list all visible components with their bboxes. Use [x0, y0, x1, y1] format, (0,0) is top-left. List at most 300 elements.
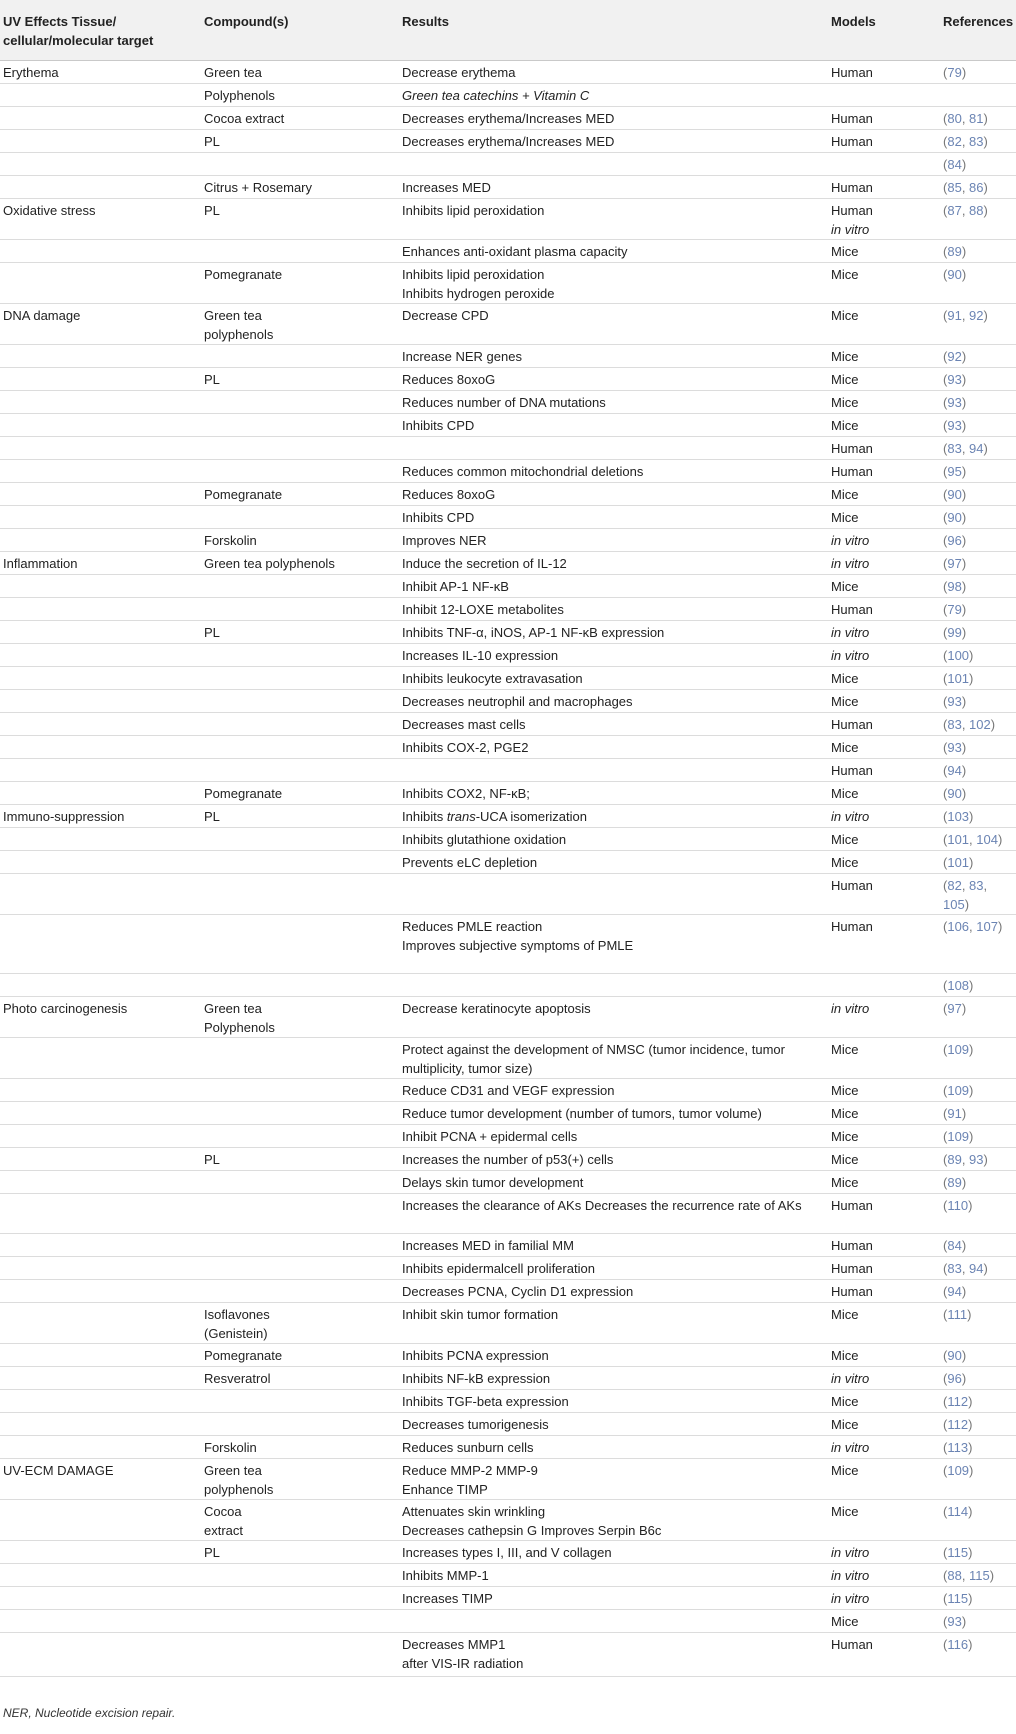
reference-cell — [937, 1586, 1016, 1609]
result-cell — [396, 198, 825, 239]
uv-effect-cell — [0, 175, 198, 198]
reference-paren: ) — [983, 202, 988, 218]
result-text: Decreases mast cells — [402, 716, 526, 732]
table-row — [0, 1078, 1016, 1101]
compound-text: Green tea — [204, 1462, 262, 1478]
reference-paren: ( — [943, 532, 948, 548]
reference-link[interactable]: 109 — [947, 1082, 970, 1098]
compound-cell — [198, 1078, 396, 1101]
result-cell — [396, 914, 825, 973]
reference-link[interactable]: 96 — [947, 1370, 962, 1386]
reference-link[interactable]: 88 — [969, 202, 984, 218]
reference-separator: , — [961, 1567, 970, 1583]
reference-paren: ) — [968, 1439, 973, 1455]
reference-cell — [937, 620, 1016, 643]
compound-cell — [198, 1499, 396, 1540]
reference-link[interactable]: 93 — [947, 417, 962, 433]
reference-link[interactable]: 109 — [947, 1041, 970, 1057]
reference-paren: ) — [997, 831, 1003, 847]
reference-link[interactable]: 101 — [947, 670, 970, 686]
model-cell — [825, 1412, 937, 1435]
result-cell — [396, 666, 825, 689]
model-cell — [825, 712, 937, 735]
model-text: Mice — [831, 394, 859, 410]
reference-paren: ( — [943, 601, 948, 617]
table-row — [0, 551, 1016, 574]
reference-paren: ( — [943, 693, 948, 709]
reference-cell — [937, 914, 1016, 973]
reference-paren: ( — [943, 1567, 948, 1583]
reference-paren: ) — [989, 1567, 995, 1583]
uv-effect-cell — [0, 1124, 198, 1147]
model-text: Mice — [831, 1393, 859, 1409]
reference-link[interactable]: 83 — [969, 133, 984, 149]
reference-link[interactable]: 84 — [947, 156, 962, 172]
reference-link[interactable]: 89 — [947, 1174, 962, 1190]
model-text: Mice — [831, 1613, 859, 1629]
reference-cell — [937, 973, 1016, 996]
uv-effect-text: UV-ECM DAMAGE — [3, 1462, 114, 1478]
reference-link[interactable]: 83 — [947, 716, 962, 732]
model-text: Mice — [831, 1151, 859, 1167]
model-text: Mice — [831, 1306, 859, 1322]
reference-paren: ( — [943, 977, 948, 993]
reference-link[interactable]: 83 — [947, 440, 962, 456]
reference-paren: ) — [983, 440, 988, 456]
reference-link[interactable]: 97 — [947, 1000, 962, 1016]
compound-cell — [198, 129, 396, 152]
reference-cell — [937, 996, 1016, 1037]
table-row — [0, 129, 1016, 152]
reference-link[interactable]: 90 — [947, 785, 962, 801]
reference-link[interactable]: 93 — [947, 693, 962, 709]
reference-link[interactable]: 97 — [947, 555, 962, 571]
reference-link[interactable]: 96 — [947, 532, 962, 548]
compound-cell — [198, 459, 396, 482]
reference-cell — [937, 1302, 1016, 1343]
reference-paren: ( — [943, 1041, 948, 1057]
uv-effect-cell — [0, 482, 198, 505]
reference-paren: ) — [983, 1151, 988, 1167]
model-cell — [825, 1563, 937, 1586]
model-text: Mice — [831, 578, 859, 594]
result-text: Reduce MMP-2 MMP-9 — [402, 1462, 538, 1478]
table-row — [0, 1458, 1016, 1499]
reference-cell — [937, 1389, 1016, 1412]
uv-effect-cell — [0, 1193, 198, 1233]
reference-link[interactable]: 104 — [976, 831, 998, 847]
table-row — [0, 973, 1016, 996]
reference-cell — [937, 106, 1016, 129]
reference-link[interactable]: 109 — [947, 1128, 970, 1144]
result-text: Inhibits CPD — [402, 417, 475, 433]
model-cell — [825, 666, 937, 689]
reference-link[interactable]: 91 — [947, 307, 962, 323]
compound-cell — [198, 60, 396, 83]
reference-cell — [937, 344, 1016, 367]
model-cell — [825, 551, 937, 574]
reference-link[interactable]: 110 — [947, 1197, 969, 1213]
model-cell — [825, 413, 937, 436]
reference-cell — [937, 758, 1016, 781]
reference-paren: ) — [961, 624, 967, 640]
reference-link[interactable]: 94 — [947, 762, 962, 778]
reference-link[interactable]: 90 — [947, 266, 962, 282]
compound-cell — [198, 344, 396, 367]
reference-paren: ( — [943, 371, 948, 387]
header-results: Results — [396, 0, 825, 60]
reference-link[interactable]: 107 — [976, 918, 998, 934]
result-cell — [396, 1435, 825, 1458]
result-text: Inhibits COX-2, PGE2 — [402, 739, 529, 755]
reference-cell — [937, 482, 1016, 505]
model-text: Mice — [831, 854, 859, 870]
reference-link[interactable]: 95 — [947, 463, 962, 479]
result-text: Inhibits TGF-beta expression — [402, 1393, 569, 1409]
reference-link[interactable]: 84 — [947, 1237, 962, 1253]
result-cell — [396, 1147, 825, 1170]
reference-link[interactable]: 90 — [947, 509, 962, 525]
reference-cell — [937, 643, 1016, 666]
result-cell — [396, 1586, 825, 1609]
reference-paren: ( — [943, 670, 948, 686]
reference-link[interactable]: 103 — [947, 808, 970, 824]
reference-paren: ) — [969, 670, 974, 686]
reference-link[interactable]: 112 — [947, 1393, 969, 1409]
reference-link[interactable]: 85 — [947, 179, 962, 195]
reference-paren: ) — [961, 463, 967, 479]
reference-link[interactable]: 115 — [947, 1544, 969, 1560]
result-cell — [396, 1563, 825, 1586]
model-text: Human — [831, 110, 873, 126]
reference-separator: , — [983, 877, 988, 893]
reference-link[interactable]: 93 — [969, 1151, 984, 1167]
result-text: Inhibits MMP-1 — [402, 1567, 489, 1583]
reference-paren: ( — [943, 624, 948, 640]
reference-separator: , — [961, 1260, 970, 1276]
uv-effect-cell — [0, 303, 198, 344]
result-cell — [396, 367, 825, 390]
model-cell — [825, 1586, 937, 1609]
reference-paren: ) — [983, 133, 988, 149]
reference-cell — [937, 1147, 1016, 1170]
result-cell — [396, 1540, 825, 1563]
compound-cell — [198, 1586, 396, 1609]
result-text: Protect against the development of NMSC (tumor incidence, tumor multiplicity, tumor size) — [402, 1041, 785, 1076]
uv-effect-text: Oxidative stress — [3, 202, 96, 218]
model-text: in vitro — [831, 532, 870, 548]
compound-cell — [198, 1609, 396, 1632]
reference-separator: , — [961, 307, 970, 323]
reference-paren: ) — [961, 555, 967, 571]
reference-link[interactable]: 98 — [947, 578, 962, 594]
model-text: Human — [831, 202, 873, 218]
table-row — [0, 1193, 1016, 1233]
reference-link[interactable]: 86 — [969, 179, 984, 195]
result-text: Inhibits NF-kB expression — [402, 1370, 551, 1386]
header-compounds: Compound(s) — [198, 0, 396, 60]
model-cell — [825, 198, 937, 239]
model-text: in vitro — [831, 808, 870, 824]
reference-separator: , — [961, 110, 970, 126]
model-cell — [825, 1170, 937, 1193]
reference-cell — [937, 827, 1016, 850]
reference-link[interactable]: 80 — [947, 110, 962, 126]
reference-link[interactable]: 100 — [947, 647, 970, 663]
model-cell — [825, 1147, 937, 1170]
model-cell — [825, 1389, 937, 1412]
compound-text: Forskolin — [204, 1439, 257, 1455]
reference-paren: ( — [943, 1613, 948, 1629]
reference-paren: ( — [943, 1237, 948, 1253]
result-text: Increases TIMP — [402, 1590, 493, 1606]
reference-link[interactable]: 83 — [947, 1260, 962, 1276]
reference-cell — [937, 303, 1016, 344]
header-references: References — [937, 0, 1016, 60]
reference-link[interactable]: 94 — [969, 1260, 984, 1276]
compound-cell — [198, 804, 396, 827]
reference-cell — [937, 1279, 1016, 1302]
uv-effect-cell — [0, 1540, 198, 1563]
reference-paren: ( — [943, 1128, 948, 1144]
reference-link[interactable]: 99 — [947, 624, 962, 640]
model-cell — [825, 1256, 937, 1279]
table-row — [0, 666, 1016, 689]
uv-effect-text: Inflammation — [3, 555, 78, 571]
compound-cell — [198, 239, 396, 262]
reference-link[interactable]: 90 — [947, 1347, 962, 1363]
result-text: Inhibits lipid peroxidation — [402, 202, 545, 218]
table-row — [0, 152, 1016, 175]
reference-link[interactable]: 81 — [969, 110, 984, 126]
reference-link[interactable]: 82 — [947, 877, 962, 893]
reference-link[interactable]: 113 — [947, 1439, 969, 1455]
model-text: Mice — [831, 831, 859, 847]
result-cell — [396, 1193, 825, 1233]
result-text: Induce the secretion of IL-12 — [402, 555, 567, 571]
reference-link[interactable]: 94 — [947, 1283, 962, 1299]
reference-link[interactable]: 91 — [947, 1105, 962, 1121]
table-row — [0, 1632, 1016, 1676]
table-row — [0, 482, 1016, 505]
reference-cell — [937, 804, 1016, 827]
result-cell — [396, 551, 825, 574]
model-text: Mice — [831, 1174, 859, 1190]
compound-cell — [198, 1632, 396, 1676]
compound-text-line2: Polyphenols — [204, 1019, 275, 1035]
reference-link[interactable]: 93 — [947, 394, 962, 410]
reference-link[interactable]: 115 — [947, 1590, 969, 1606]
reference-link[interactable]: 101 — [947, 854, 970, 870]
result-text: Inhibit 12-LOXE metabolites — [402, 601, 564, 617]
model-cell — [825, 262, 937, 303]
reference-separator: , — [961, 179, 970, 195]
reference-paren: ( — [943, 1197, 948, 1213]
result-text: Increases the number of p53(+) cells — [402, 1151, 614, 1167]
compound-cell — [198, 367, 396, 390]
uv-effect-cell — [0, 1233, 198, 1256]
reference-paren: ( — [943, 1416, 948, 1432]
compound-cell — [198, 1147, 396, 1170]
reference-separator: , — [969, 918, 977, 934]
model-cell — [825, 1435, 937, 1458]
uv-effect-cell — [0, 1302, 198, 1343]
compound-cell — [198, 781, 396, 804]
reference-cell — [937, 60, 1016, 83]
reference-link[interactable]: 79 — [947, 64, 962, 80]
reference-paren: ) — [969, 1041, 974, 1057]
table-row — [0, 459, 1016, 482]
reference-link[interactable]: 90 — [947, 486, 962, 502]
reference-link[interactable]: 111 — [947, 1306, 968, 1322]
table-row — [0, 1389, 1016, 1412]
uv-effect-cell — [0, 1343, 198, 1366]
reference-paren: ( — [943, 555, 948, 571]
reference-separator: , — [969, 831, 977, 847]
model-cell — [825, 1037, 937, 1078]
compound-text: Resveratrol — [204, 1370, 271, 1386]
table-row — [0, 83, 1016, 106]
compound-cell — [198, 175, 396, 198]
model-text: Mice — [831, 371, 859, 387]
reference-paren: ( — [943, 762, 948, 778]
reference-link[interactable]: 93 — [947, 739, 962, 755]
result-cell — [396, 390, 825, 413]
reference-paren: ( — [943, 1082, 948, 1098]
reference-link[interactable]: 89 — [947, 243, 962, 259]
reference-cell — [937, 666, 1016, 689]
reference-paren: ( — [943, 1174, 948, 1190]
reference-cell — [937, 1037, 1016, 1078]
model-text: Human — [831, 601, 873, 617]
reference-link[interactable]: 89 — [947, 1151, 962, 1167]
table-row — [0, 643, 1016, 666]
reference-link[interactable]: 82 — [947, 133, 962, 149]
reference-separator: , — [961, 440, 970, 456]
result-cell — [396, 303, 825, 344]
result-text: Decrease erythema — [402, 64, 516, 80]
uv-effect-cell — [0, 413, 198, 436]
table-row — [0, 1563, 1016, 1586]
result-cell — [396, 83, 825, 106]
result-text: Inhibits TNF-α, iNOS, AP-1 NF-κB expression — [402, 624, 665, 640]
reference-link[interactable]: 108 — [947, 977, 970, 993]
reference-link[interactable]: 106 — [947, 918, 970, 934]
compound-cell — [198, 643, 396, 666]
table-row — [0, 712, 1016, 735]
compound-cell — [198, 1458, 396, 1499]
reference-link[interactable]: 87 — [947, 202, 962, 218]
model-text: Human — [831, 1283, 873, 1299]
compound-cell — [198, 1435, 396, 1458]
model-text: Human — [831, 463, 873, 479]
compound-text: Green tea — [204, 64, 262, 80]
reference-link[interactable]: 116 — [947, 1636, 969, 1652]
model-cell — [825, 436, 937, 459]
uv-effect-cell — [0, 459, 198, 482]
compound-text-line2: (Genistein) — [204, 1325, 268, 1341]
uv-effect-cell — [0, 1037, 198, 1078]
model-cell — [825, 390, 937, 413]
compound-cell — [198, 303, 396, 344]
model-cell — [825, 1193, 937, 1233]
reference-link[interactable]: 105 — [943, 896, 965, 912]
reference-paren: ) — [968, 1503, 973, 1519]
uv-effect-cell — [0, 1609, 198, 1632]
result-text: Attenuates skin wrinkling — [402, 1503, 546, 1519]
uv-effect-cell — [0, 850, 198, 873]
reference-link[interactable]: 112 — [947, 1416, 969, 1432]
model-text: Human — [831, 716, 873, 732]
reference-link[interactable]: 88 — [947, 1567, 962, 1583]
uv-effect-cell — [0, 666, 198, 689]
reference-paren: ( — [943, 243, 948, 259]
reference-cell — [937, 262, 1016, 303]
compound-cell — [198, 152, 396, 175]
reference-link[interactable]: 93 — [947, 1613, 962, 1629]
uv-effect-cell — [0, 528, 198, 551]
reference-link[interactable]: 109 — [947, 1462, 970, 1478]
compound-text: PL — [204, 624, 220, 640]
model-cell — [825, 367, 937, 390]
uv-effect-cell — [0, 367, 198, 390]
compound-cell — [198, 735, 396, 758]
result-cell — [396, 996, 825, 1037]
result-cell — [396, 804, 825, 827]
result-cell — [396, 850, 825, 873]
table-row — [0, 1302, 1016, 1343]
reference-link[interactable]: 94 — [969, 440, 984, 456]
header-row — [0, 0, 1016, 60]
reference-link[interactable]: 93 — [947, 371, 962, 387]
table-row — [0, 1343, 1016, 1366]
model-cell — [825, 1302, 937, 1343]
table-row — [0, 60, 1016, 83]
result-text-prefix: Inhibits — [402, 808, 447, 824]
compound-cell — [198, 712, 396, 735]
reference-paren: ( — [943, 918, 948, 934]
model-text: in vitro — [831, 1590, 870, 1606]
reference-paren: ) — [969, 1128, 974, 1144]
result-cell — [396, 1101, 825, 1124]
reference-link[interactable]: 114 — [947, 1503, 969, 1519]
reference-link[interactable]: 101 — [947, 831, 970, 847]
reference-paren: ( — [943, 463, 948, 479]
model-cell — [825, 689, 937, 712]
reference-link[interactable]: 92 — [947, 348, 962, 364]
reference-paren: ) — [983, 1260, 988, 1276]
table-row — [0, 198, 1016, 239]
model-text: in vitro — [831, 1370, 870, 1386]
uv-effect-cell — [0, 60, 198, 83]
reference-paren: ) — [968, 1197, 973, 1213]
reference-link[interactable]: 79 — [947, 601, 962, 617]
model-cell — [825, 1233, 937, 1256]
model-cell — [825, 1124, 937, 1147]
uv-effect-cell — [0, 643, 198, 666]
result-cell — [396, 505, 825, 528]
reference-paren: ) — [961, 1237, 967, 1253]
compound-text: Pomegranate — [204, 266, 283, 282]
reference-link[interactable]: 92 — [969, 307, 984, 323]
reference-link[interactable]: 102 — [969, 716, 991, 732]
reference-cell — [937, 1256, 1016, 1279]
reference-link[interactable]: 115 — [969, 1567, 990, 1583]
uv-effect-cell — [0, 1101, 198, 1124]
reference-link[interactable]: 83 — [969, 877, 984, 893]
result-cell — [396, 1078, 825, 1101]
table-row — [0, 873, 1016, 914]
